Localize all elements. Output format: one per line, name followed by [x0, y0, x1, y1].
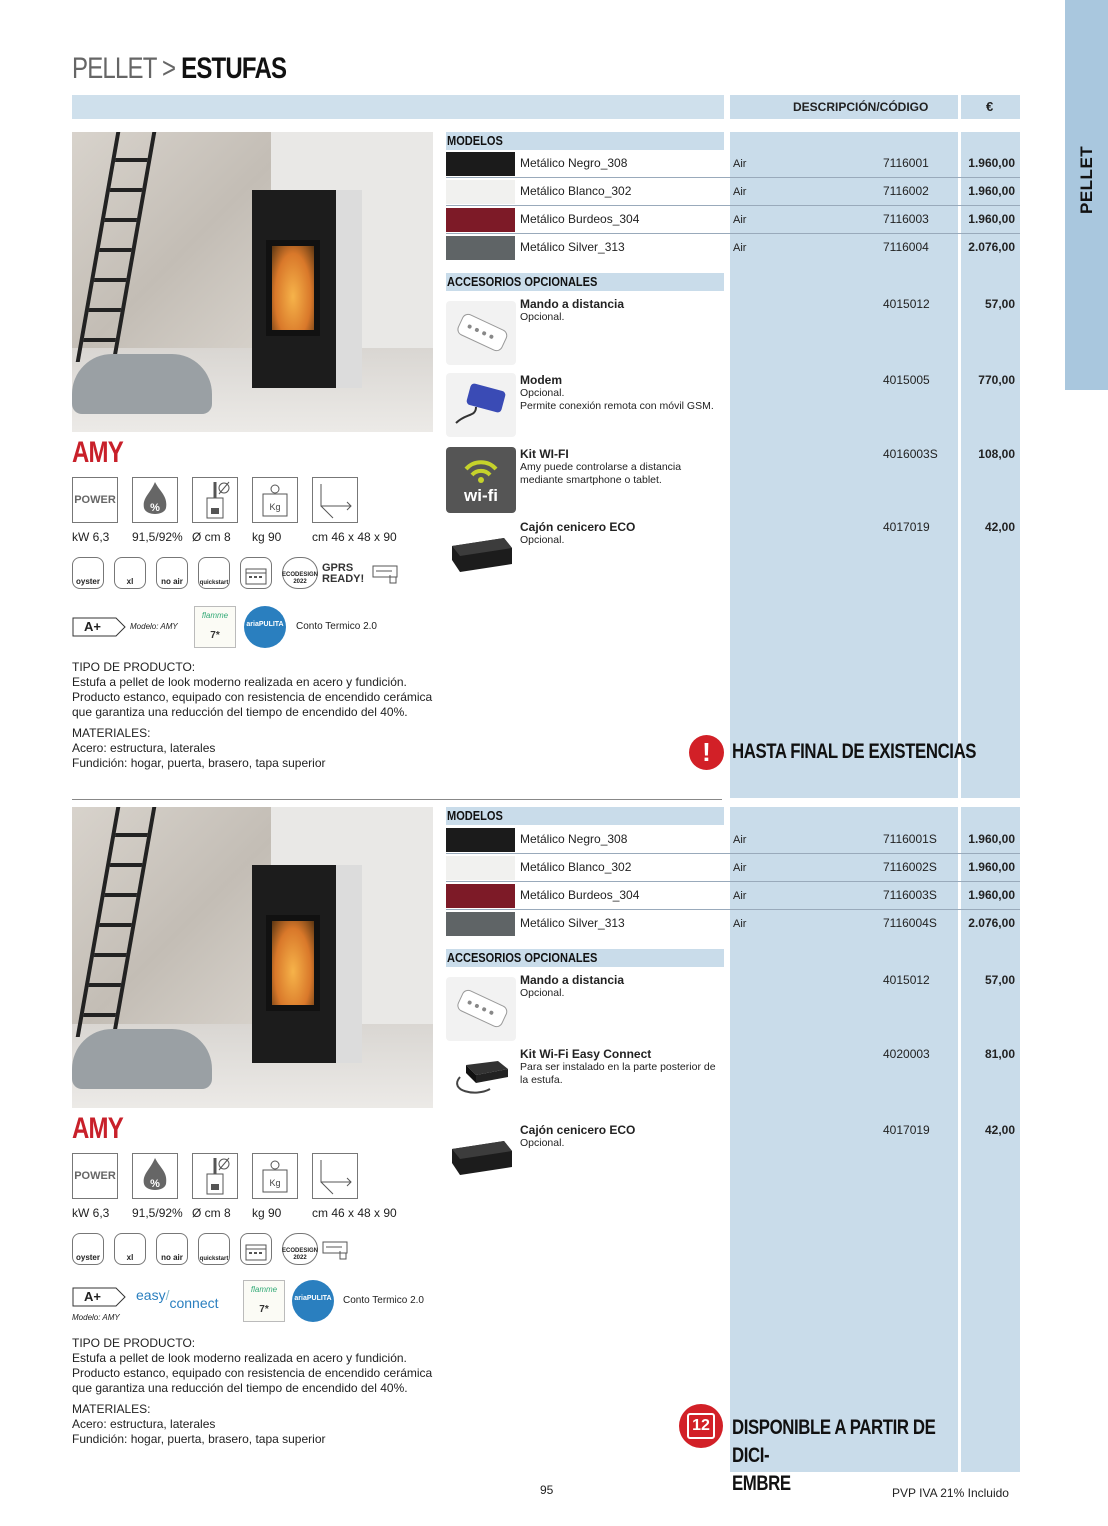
- ecodesign-2022-icon: ECODESIGN 2022: [282, 557, 318, 589]
- table-row: Metálico Silver_313 Air 7116004S 2.076,00: [446, 910, 1020, 938]
- calendar-icon: [679, 1404, 723, 1448]
- remote-control-icon: [446, 977, 516, 1041]
- flamme-verte-logo: flamme 7*: [194, 606, 236, 648]
- color-swatch: [446, 208, 515, 232]
- color-swatch: [446, 152, 515, 176]
- page-number: 95: [540, 1483, 554, 1497]
- materials-item: Acero: estructura, laterales: [72, 1417, 216, 1431]
- remote-display-icon: [372, 563, 400, 590]
- color-swatch: [446, 180, 515, 204]
- list-item: Cajón cenicero ECO Opcional. 4017019 42,00: [446, 1123, 1020, 1193]
- table-row: Metálico Negro_308 Air 7116001S 1.960,00: [446, 826, 1020, 854]
- ash-drawer-icon: [446, 1123, 516, 1187]
- power-icon: POWER: [72, 1153, 118, 1199]
- table-row: Metálico Blanco_302 Air 7116002S 1.960,00: [446, 854, 1020, 882]
- energy-class-badge: A+: [72, 1287, 124, 1307]
- spec-efficiency: 91,5/92%: [132, 1206, 183, 1220]
- product-type-text: Estufa a pellet de look moderno realizada en acero y fundición. Producto estanco, equipado con resistencia de encendido cerámica que garantiza una reducción del tiempo de encendido del 40%.: [72, 1351, 433, 1395]
- spec-power: kW 6,3: [72, 1206, 110, 1220]
- energy-model-label: Modelo: AMY: [72, 1313, 120, 1322]
- wifi-icon: [446, 447, 516, 513]
- vat-note: PVP IVA 21% Incluido: [892, 1486, 1009, 1500]
- no-air-icon: no air: [156, 557, 188, 589]
- color-swatch: [446, 856, 515, 880]
- dimensions-icon: [312, 477, 358, 523]
- table-row: Metálico Negro_308 Air 7116001 1.960,00: [446, 150, 1020, 178]
- svg-text:%: %: [150, 502, 160, 514]
- section-divider: [72, 799, 722, 800]
- table-row: Metálico Burdeos_304 Air 7116003S 1.960,00: [446, 882, 1020, 910]
- materials-item: Acero: estructura, laterales: [72, 741, 216, 755]
- ash-drawer-icon: [446, 520, 516, 584]
- wifi-label: wi-fi: [464, 486, 498, 505]
- list-item: Mando a distancia Opcional. 4015012 57,00: [446, 973, 1020, 1043]
- color-swatch: [446, 828, 515, 852]
- spec-weight: kg 90: [252, 1206, 282, 1220]
- color-swatch: [446, 884, 515, 908]
- ecodesign-2022-icon: ECODESIGN 2022: [282, 1233, 318, 1265]
- product-name: AMY: [72, 436, 123, 469]
- weight-icon: [252, 1153, 298, 1199]
- quickstart-icon: quickstart: [198, 557, 230, 589]
- spec-dimensions: cm 46 x 48 x 90: [312, 1206, 397, 1220]
- product-name: AMY: [72, 1112, 123, 1145]
- no-air-icon: no air: [156, 1233, 188, 1265]
- remote-display-icon: [322, 1239, 350, 1266]
- dimensions-icon: [312, 1153, 358, 1199]
- models-section-header: MODELOS: [446, 807, 724, 825]
- flue-diameter-icon: [192, 1153, 238, 1199]
- conto-termico-label: Conto Termico 2.0: [343, 1295, 424, 1306]
- materials-item: Fundición: hogar, puerta, brasero, tapa superior: [72, 756, 326, 770]
- page-title: [72, 52, 286, 86]
- svg-text:Kg: Kg: [269, 1178, 281, 1188]
- product-type-title: TIPO DE PRODUCTO:: [72, 660, 196, 674]
- weight-icon: [252, 477, 298, 523]
- flue-diameter-icon: [192, 477, 238, 523]
- xl-icon: xl: [114, 557, 146, 589]
- oyster-icon: oyster: [72, 1233, 104, 1265]
- xl-icon: xl: [114, 1233, 146, 1265]
- calendar-programming-icon: [240, 1233, 272, 1265]
- efficiency-flame-icon: [132, 477, 178, 523]
- svg-text:Kg: Kg: [269, 502, 281, 512]
- energy-class-badge: A+: [72, 617, 124, 637]
- product-photo: [72, 807, 433, 1108]
- svg-text:%: %: [150, 1178, 160, 1190]
- breadcrumb-parent: PELLET: [72, 52, 157, 85]
- calendar-programming-icon: [240, 557, 272, 589]
- header-description-label: DESCRIPCIÓN/CÓDIGO: [793, 100, 929, 114]
- product-type-title: TIPO DE PRODUCTO:: [72, 1336, 196, 1350]
- modem-icon: [446, 373, 516, 437]
- side-tab-label: PELLET: [1077, 145, 1096, 214]
- product-type-text: Estufa a pellet de look moderno realizada en acero y fundición. Producto estanco, equipado con resistencia de encendido cerámica que garantiza una reducción del tiempo de encendido del 40%.: [72, 675, 433, 719]
- materials-item: Fundición: hogar, puerta, brasero, tapa superior: [72, 1432, 326, 1446]
- gprs-ready-icon: GPRS READY!: [322, 562, 365, 585]
- spec-dimensions: cm 46 x 48 x 90: [312, 530, 397, 544]
- spec-weight: kg 90: [252, 530, 282, 544]
- easy-connect-logo: easy/connect: [136, 1287, 219, 1311]
- calendar-day: 12: [692, 1417, 710, 1434]
- breadcrumb-separator: >: [162, 52, 176, 85]
- list-item: Kit Wi-Fi Easy Connect Para ser instalado en la parte posterior de la estufa. 4020003 81,00: [446, 1047, 1020, 1117]
- quickstart-icon: quickstart: [198, 1233, 230, 1265]
- models-section-header: MODELOS: [446, 132, 724, 150]
- list-item: Mando a distancia Opcional. 4015012 57,00: [446, 297, 1020, 367]
- efficiency-flame-icon: [132, 1153, 178, 1199]
- materials-title: MATERIALES:: [72, 726, 151, 740]
- spec-power: kW 6,3: [72, 530, 110, 544]
- flamme-verte-logo: flamme 7*: [243, 1280, 285, 1322]
- energy-model-label: Modelo: AMY: [130, 622, 178, 631]
- table-header-bar: [72, 95, 724, 119]
- list-item: Modem Opcional. Permite conexión remota con móvil GSM. 4015005 770,00: [446, 373, 1020, 443]
- side-tab-pellet: [1065, 0, 1108, 390]
- aria-pulita-logo: ariaPULITA: [244, 606, 286, 648]
- accessories-section-header: ACCESORIOS OPCIONALES: [446, 949, 724, 967]
- list-item: Cajón cenicero ECO Opcional. 4017019 42,00: [446, 520, 1020, 590]
- remote-control-icon: [446, 301, 516, 365]
- materials-title: MATERIALES:: [72, 1402, 151, 1416]
- availability-notice: DISPONIBLE A PARTIR DE DICI- EMBRE: [732, 1416, 936, 1495]
- product-photo: [72, 132, 433, 432]
- accessories-section-header: ACCESORIOS OPCIONALES: [446, 273, 724, 291]
- spec-flue: Ø cm 8: [192, 530, 231, 544]
- aria-pulita-logo: ariaPULITA: [292, 1280, 334, 1322]
- warning-icon: !: [689, 735, 724, 770]
- power-icon: POWER: [72, 477, 118, 523]
- table-row: Metálico Burdeos_304 Air 7116003 1.960,00: [446, 206, 1020, 234]
- stock-notice: HASTA FINAL DE EXISTENCIAS: [732, 740, 977, 763]
- table-row: Metálico Silver_313 Air 7116004 2.076,00: [446, 234, 1020, 262]
- spec-flue: Ø cm 8: [192, 1206, 231, 1220]
- breadcrumb-current: ESTUFAS: [181, 52, 287, 85]
- header-currency-label: €: [986, 99, 994, 114]
- wifi-module-icon: [446, 1047, 516, 1111]
- conto-termico-label: Conto Termico 2.0: [296, 621, 377, 632]
- color-swatch: [446, 236, 515, 260]
- table-row: Metálico Blanco_302 Air 7116002 1.960,00: [446, 178, 1020, 206]
- list-item: wi-fi Kit WI-FI Amy puede controlarse a distancia mediante smartphone o tablet. 4016003S 108,00: [446, 447, 1020, 517]
- oyster-icon: oyster: [72, 557, 104, 589]
- spec-efficiency: 91,5/92%: [132, 530, 183, 544]
- color-swatch: [446, 912, 515, 936]
